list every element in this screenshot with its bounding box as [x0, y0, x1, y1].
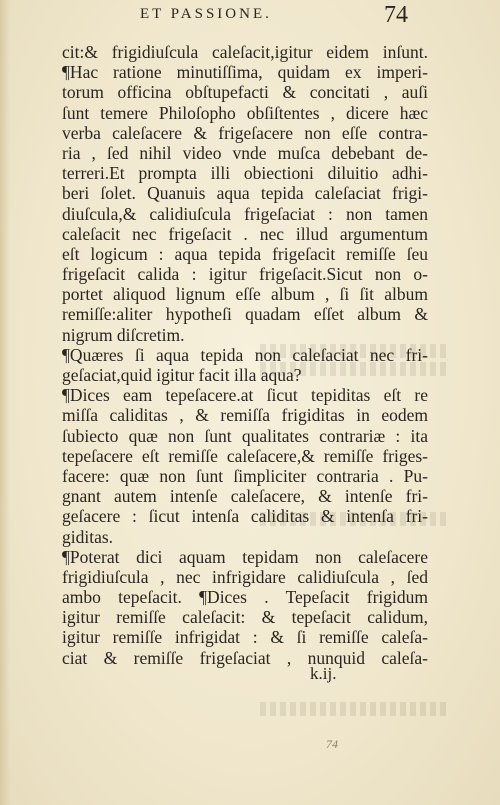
text-line: miſſa caliditas , & remiſſa frigiditas in eodem: [62, 405, 428, 426]
signature-mark: k.ij.: [310, 664, 337, 683]
text-line: diuſcula,& calidiuſcula frigeſaciat : non tamen: [62, 203, 428, 224]
text-line: eſt logicum : aqua tepida frigeſacit remiſſe ſeu: [62, 243, 428, 264]
text-line: frigidiuſcula , nec infrigidare calidiuſcula , ſed: [62, 566, 428, 587]
text-line: frigeſacit calida : igitur frigeſacit.Sicut non o-: [62, 264, 428, 285]
text-line: torum officina obſtupefacti & concitati , auſi: [62, 82, 428, 103]
text-line: ciat & remiſſe frigeſaciat , nunquid caleſa-: [62, 647, 428, 668]
text-line: caleſacit nec frigeſacit . nec illud argumentum: [62, 223, 428, 244]
text-line: nigrum diſcretim.: [62, 324, 185, 345]
running-head: ET PASSIONE.: [140, 6, 272, 22]
text-line: geſacere : ſicut intenſa caliditas & intenſa fri-: [62, 506, 428, 527]
show-through-shadow: [260, 702, 450, 716]
text-line: ria , ſed nihil video vnde muſca debebant de-: [62, 142, 428, 163]
text-line: ¶Poterat dici aquam tepidam non caleſacere: [62, 546, 428, 567]
manuscript-folio-mark: 74: [326, 737, 338, 751]
text-line: ¶Quæres ſi aqua tepida non caleſaciat nec fri-: [62, 344, 428, 365]
text-line: verba caleſacere & frigeſacere non eſſe contra-: [62, 122, 428, 143]
text-block: [62, 42, 428, 668]
text-line: giditas.: [62, 526, 114, 547]
text-line: facere: quæ non ſunt ſimpliciter contraria . Pu-: [62, 465, 428, 486]
text-line: remiſſe:aliter hypotheſi quadam eſſet album &: [62, 304, 428, 325]
page-number: 74: [384, 2, 408, 28]
text-line: terreri.Et prompta illi obiectioni diluitio adhi-: [62, 163, 428, 184]
text-line: portet aliquod lignum eſſe album , ſi ſit album: [62, 284, 428, 305]
text-line: cit:& frigidiuſcula caleſacit,igitur eidem inſunt.: [62, 42, 428, 62]
text-line: tepeſacere eſt remiſſe caleſacere,& remiſſe friges-: [62, 445, 428, 466]
text-line: ¶Hac ratione minutiſſima, quidam ex imperi-: [62, 62, 428, 83]
text-line: igitur remiſſe caleſacit: & tepeſacit calidum,: [62, 607, 428, 628]
text-line: ſunt temere Philoſopho obſiſtentes , dicere hæc: [62, 102, 428, 123]
text-line: igitur remiſſe infrigidat : & ſi remiſſe caleſa-: [62, 627, 428, 648]
text-line: beri ſolet. Quanuis aqua tepida caleſaciat frigi-: [62, 183, 428, 204]
text-line: ¶Dices eam tepeſacere.at ſicut tepiditas eſt re: [62, 385, 428, 406]
text-line: ſubiecto quæ non ſunt qualitates contrariæ : ita: [62, 425, 428, 446]
text-line: geſaciat,quid igitur facit illa aqua?: [62, 365, 302, 385]
text-line: gnant autem intenſe caleſacere, & intenſe fri-: [62, 486, 428, 507]
text-line: ambo tepeſacit. ¶Dices . Tepeſacit frigidum: [62, 587, 428, 608]
